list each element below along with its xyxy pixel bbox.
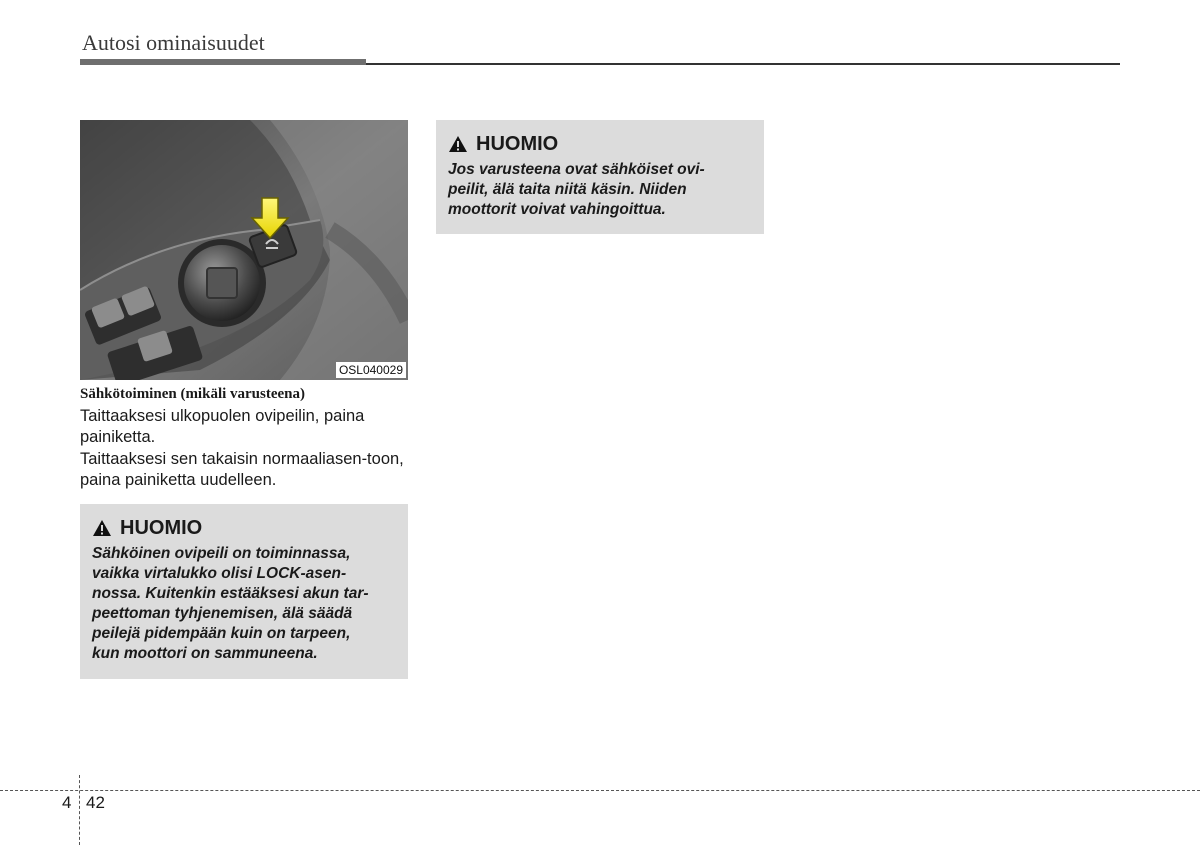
caution-text-line: nossa. Kuitenkin estääksesi akun tar- [92,585,369,602]
caution-text-line: Sähköinen ovipeili on toiminnassa, [92,545,351,562]
caution-heading: HUOMIO [476,133,559,155]
mirror-switch-illustration [80,120,408,380]
caution-heading-row [448,132,754,156]
caution-text-line: peilejä pidempään kuin on tarpeen, [92,625,351,642]
caution-text-line: moottorit voivat vahingoittua. [448,201,666,218]
caution-heading-row [92,516,396,540]
chapter-number: 4 [62,793,72,812]
caution-text-line: peettoman tyhjenemisen, älä säädä [92,605,353,622]
caution-heading: HUOMIO [120,517,203,539]
section-subheading: Sähkötoiminen (mikäli varusteena) [80,386,306,402]
warning-triangle-icon [92,519,112,537]
footer-dashed-divider [79,775,80,845]
mirror-switch-photo [80,120,408,380]
header-rule-thick [80,59,366,65]
paragraph-unfold: Taittaaksesi sen takaisin normaaliasen-toon, paina painiketta uudelleen. [80,450,404,489]
page-header-title: Autosi ominaisuudet [82,30,265,55]
warning-triangle-icon [448,135,468,153]
caution-text-line: kun moottori on sammuneena. [92,645,318,662]
header-rule-thin [366,63,1120,65]
caution-text-line: vaikka virtalukko olisi LOCK-asen- [92,565,347,582]
caution-text-line: Jos varusteena ovat sähköiset ovi- [448,161,705,178]
caution-box-right [436,120,764,234]
caution-text-line: peilit, älä taita niitä käsin. Niiden [448,181,687,198]
figure-code: OSL040029 [336,362,406,378]
footer-dashed-rule [0,790,1200,791]
page-number: 42 [86,793,105,812]
paragraph-fold: Taittaaksesi ulkopuolen ovipeilin, paina painiketta. [80,407,365,446]
caution-box-left [80,504,408,679]
